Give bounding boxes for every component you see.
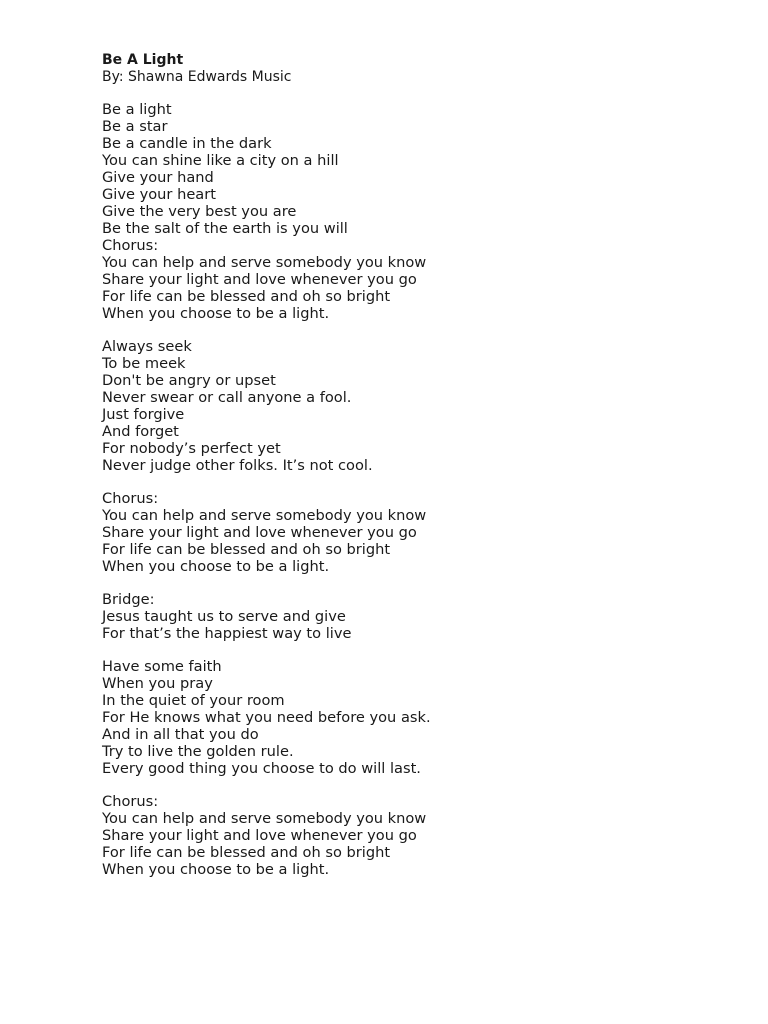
lyric-line: Be a light [102,101,172,118]
lyric-line: Chorus: [102,793,159,810]
lyric-line: Chorus: [102,237,159,254]
lyric-line: Give the very best you are [102,203,297,220]
lyric-line: Always seek [102,338,192,355]
lyric-line: In the quiet of your room [102,692,285,709]
verse-1-with-chorus [102,101,722,322]
bridge [102,591,722,642]
song-byline: By: Shawna Edwards Music [102,69,292,85]
lyric-line: Never swear or call anyone a fool. [102,389,352,406]
lyric-line: Every good thing you choose to do will last. [102,760,421,777]
lyric-line: Share your light and love whenever you go [102,827,417,844]
lyric-line: Have some faith [102,658,222,675]
lyric-line: When you pray [102,675,213,692]
lyric-line: You can help and serve somebody you know [102,254,427,271]
lyric-line: For that’s the happiest way to live [102,625,352,642]
lyric-line: When you choose to be a light. [102,305,330,322]
lyric-line: For life can be blessed and oh so bright [102,844,391,861]
lyric-line: Bridge: [102,591,155,608]
lyric-line: For He knows what you need before you ask. [102,709,431,726]
lyric-line: Be a candle in the dark [102,135,272,152]
lyric-line: Give your hand [102,169,214,186]
lyric-line: Be the salt of the earth is you will [102,220,348,237]
lyric-line: Give your heart [102,186,216,203]
lyric-line: For life can be blessed and oh so bright [102,288,391,305]
lyric-line: Share your light and love whenever you go [102,271,417,288]
lyric-line: Chorus: [102,490,159,507]
lyric-line: Never judge other folks. It’s not cool. [102,457,373,474]
lyric-line: Jesus taught us to serve and give [102,608,346,625]
lyric-line: When you choose to be a light. [102,861,330,878]
lyric-line: Don't be angry or upset [102,372,276,389]
lyric-line: You can help and serve somebody you know [102,810,427,827]
song-title: Be A Light [102,52,184,68]
lyric-line: Be a star [102,118,168,135]
lyric-line: You can help and serve somebody you know [102,507,427,524]
lyric-line: For nobody’s perfect yet [102,440,281,457]
verse-3 [102,658,722,777]
lyric-line: Just forgive [102,406,185,423]
lyric-line: When you choose to be a light. [102,558,330,575]
verse-2 [102,338,722,474]
lyric-line: Try to live the golden rule. [102,743,294,760]
lyric-line: Share your light and love whenever you go [102,524,417,541]
chorus-2 [102,490,722,575]
lyric-line: For life can be blessed and oh so bright [102,541,391,558]
lyric-line: And forget [102,423,179,440]
chorus-3 [102,793,722,878]
lyric-line: And in all that you do [102,726,259,743]
document-page [102,52,722,878]
lyric-line: To be meek [102,355,186,372]
lyric-line: You can shine like a city on a hill [102,152,339,169]
